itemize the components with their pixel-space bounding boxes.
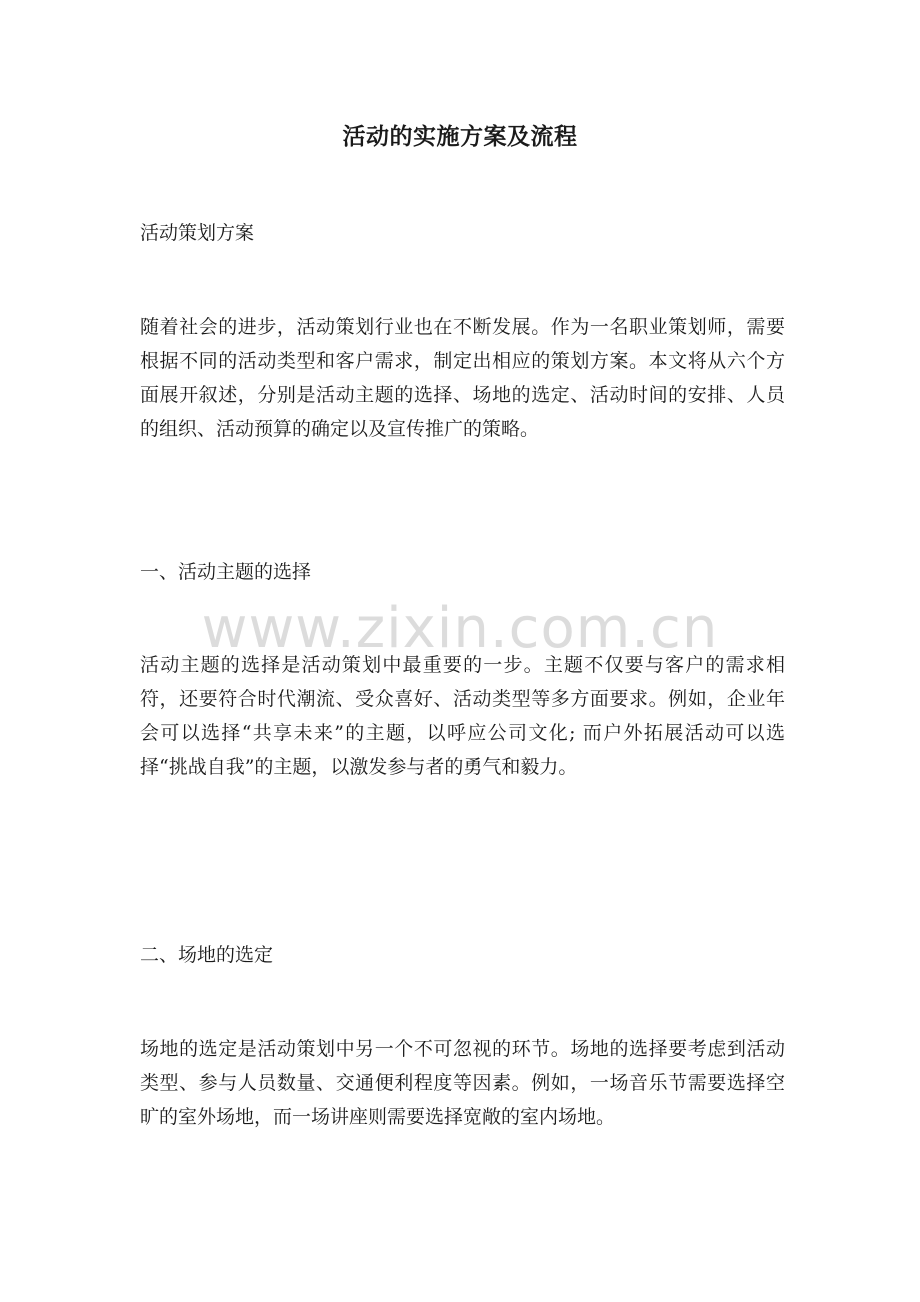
document-title: 活动的实施方案及流程 bbox=[342, 123, 578, 150]
section-heading-venue bbox=[140, 938, 785, 972]
watermark: www.zixin.com.cn bbox=[201, 596, 719, 661]
intro-text: 随着社会的进步，活动策划行业也在不断发展。作为一名职业策划师，需要根据不同的活动类型和客户需求，制定出相应的策划方案。本文将从六个方面展开叙述，分别是活动主题的选择、场地的选定、活动时间的安排、人员的组织、活动预算的确定以及宣传推广的策略。 bbox=[140, 316, 785, 440]
section-body-text: 活动主题的选择是活动策划中最重要的一步。主题不仅要与客户的需求相符，还要符合时代潮流、受众喜好、活动类型等多方面要求。例如，企业年会可以选择“共享未来”的主题，以呼应公司文化; 而户外拓展活动可以选择“挑战自我”的主题，以激发参与者的勇气和毅力。 bbox=[140, 654, 785, 778]
intro-paragraph bbox=[140, 310, 785, 446]
section-heading-theme bbox=[140, 555, 785, 589]
section-heading-text: 一、活动主题的选择 bbox=[140, 561, 312, 583]
document-subtitle bbox=[140, 216, 785, 250]
subtitle-text: 活动策划方案 bbox=[140, 222, 255, 244]
section-heading-text: 二、场地的选定 bbox=[140, 944, 274, 966]
section-body-venue bbox=[140, 1032, 785, 1134]
section-body-theme bbox=[140, 648, 785, 784]
section-body-text: 场地的选定是活动策划中另一个不可忽视的环节。场地的选择要考虑到活动类型、参与人员数量、交通便利程度等因素。例如，一场音乐节需要选择空旷的室外场地，而一场讲座则需要选择宽敞的室内场地。 bbox=[140, 1038, 785, 1128]
